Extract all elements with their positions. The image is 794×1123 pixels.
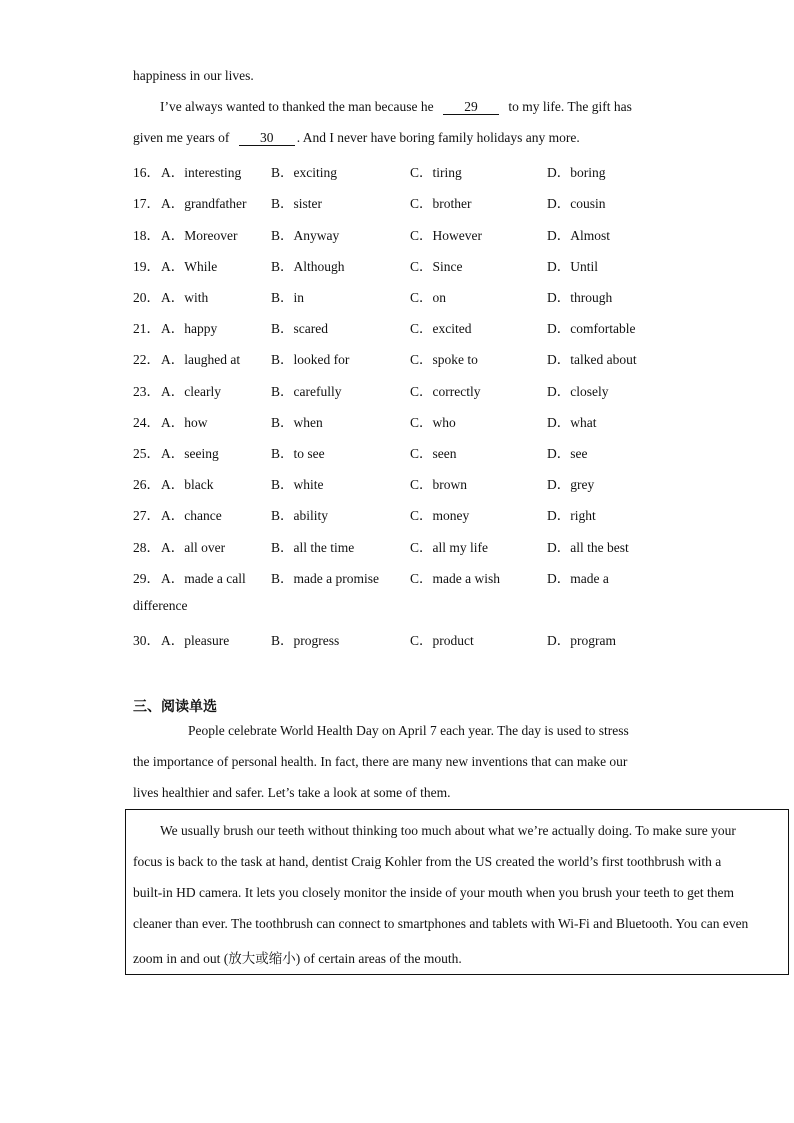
reading-box <box>125 809 789 975</box>
option-a: A．seeing <box>161 446 219 461</box>
option-b: B．scared <box>271 321 328 336</box>
blank-30: 30 <box>239 130 295 146</box>
option-a: A．While <box>161 259 218 274</box>
option-c: C．all my life <box>410 540 488 555</box>
option-d: D．grey <box>547 477 595 492</box>
question-row <box>133 567 693 587</box>
question-number: 28． <box>133 540 160 555</box>
question-row <box>133 473 693 493</box>
question-number: 30． <box>133 633 160 648</box>
question-number: 21． <box>133 321 160 336</box>
option-c: C．Since <box>410 259 463 274</box>
option-a: A．made a call <box>161 571 246 586</box>
option-b: B．white <box>271 477 324 492</box>
option-b: B．all the time <box>271 540 355 555</box>
question-29-wrap: difference <box>133 598 188 613</box>
box-line-4: cleaner than ever. The toothbrush can connect to smartphones and tablets with Wi-Fi and Bluetooth. You can even <box>133 916 749 931</box>
option-d: D．closely <box>547 384 609 399</box>
question-row <box>133 192 693 212</box>
option-a: A．interesting <box>161 165 242 180</box>
option-c: C．tiring <box>410 165 462 180</box>
box-line-5: zoom in and out (放大或缩小) of certain areas of the mouth. <box>133 951 462 966</box>
question-row <box>133 224 693 244</box>
option-c: C．excited <box>410 321 472 336</box>
question-number: 17． <box>133 196 160 211</box>
option-c: C．seen <box>410 446 457 461</box>
option-a: A．pleasure <box>161 633 230 648</box>
option-a: A．chance <box>161 508 222 523</box>
option-b: B．in <box>271 290 305 305</box>
passage-line-2: the importance of personal health. In fact, there are many new inventions that can make our <box>133 754 628 769</box>
option-b: B．Anyway <box>271 228 340 243</box>
question-row <box>133 380 693 400</box>
box-line-1: We usually brush our teeth without thinking too much about what we’re actually doing. To make sure your <box>160 823 736 838</box>
option-d: D．program <box>547 633 616 648</box>
option-c: C．correctly <box>410 384 481 399</box>
blank-29: 29 <box>443 99 499 115</box>
question-row <box>133 317 693 337</box>
option-c: C．spoke to <box>410 352 478 367</box>
option-c: C．money <box>410 508 470 523</box>
option-b: B．when <box>271 415 323 430</box>
option-d: D．through <box>547 290 613 305</box>
question-row <box>133 629 693 649</box>
intro-line-3-text: given me years of <box>133 130 230 145</box>
option-c: C．brother <box>410 196 472 211</box>
question-number: 25． <box>133 446 160 461</box>
option-d: D．Until <box>547 259 599 274</box>
question-row <box>133 255 693 275</box>
passage-line-1: People celebrate World Health Day on April 7 each year. The day is used to stress <box>188 723 629 738</box>
intro-line-2-tail: to my life. The gift has <box>508 99 632 114</box>
option-d: D．cousin <box>547 196 606 211</box>
option-c: C．who <box>410 415 456 430</box>
box-line-3: built-in HD camera. It lets you closely monitor the inside of your mouth when you brush your teeth to get them <box>133 885 735 900</box>
option-a: A．clearly <box>161 384 221 399</box>
question-row <box>133 348 693 368</box>
option-d: D．talked about <box>547 352 637 367</box>
option-b: B．sister <box>271 196 323 211</box>
question-number: 19． <box>133 259 160 274</box>
option-a: A．laughed at <box>161 352 241 367</box>
option-a: A．happy <box>161 321 218 336</box>
box-line-2: focus is back to the task at hand, dentist Craig Kohler from the US created the world’s first toothbrush with a <box>133 854 722 869</box>
option-c: C．made a wish <box>410 571 500 586</box>
question-number: 16． <box>133 165 160 180</box>
intro-line-2 <box>160 99 632 115</box>
option-b: B．exciting <box>271 165 337 180</box>
option-c: C．on <box>410 290 447 305</box>
option-a: A．grandfather <box>161 196 247 211</box>
option-a: A．all over <box>161 540 226 555</box>
question-row <box>133 536 693 556</box>
option-a: A．Moreover <box>161 228 238 243</box>
question-number: 18． <box>133 228 160 243</box>
option-c: C．product <box>410 633 474 648</box>
question-row <box>133 161 693 181</box>
option-a: A．black <box>161 477 214 492</box>
question-number: 20． <box>133 290 160 305</box>
option-a: A．how <box>161 415 208 430</box>
intro-line-1: happiness in our lives. <box>133 68 254 83</box>
option-d: D．Almost <box>547 228 611 243</box>
question-number: 29． <box>133 571 160 586</box>
option-b: B．Although <box>271 259 345 274</box>
question-number: 27． <box>133 508 160 523</box>
question-number: 26． <box>133 477 160 492</box>
passage-line-3: lives healthier and safer. Let’s take a look at some of them. <box>133 785 451 800</box>
option-d: D．all the best <box>547 540 629 555</box>
option-a: A．with <box>161 290 209 305</box>
option-c: C．brown <box>410 477 467 492</box>
question-number: 24． <box>133 415 160 430</box>
option-c: C．However <box>410 228 482 243</box>
option-d: D．what <box>547 415 597 430</box>
question-row <box>133 504 693 524</box>
option-d: D．see <box>547 446 588 461</box>
option-b: B．to see <box>271 446 325 461</box>
section-title: 三、阅读单选 <box>133 699 217 715</box>
intro-line-3-tail: . And I never have boring family holidays any more. <box>296 130 580 145</box>
intro-line-3 <box>133 130 580 146</box>
question-number: 22． <box>133 352 160 367</box>
option-d: D．boring <box>547 165 606 180</box>
option-b: B．progress <box>271 633 340 648</box>
option-b: B．looked for <box>271 352 350 367</box>
question-row <box>133 286 693 306</box>
option-b: B．carefully <box>271 384 342 399</box>
option-d: D．right <box>547 508 596 523</box>
option-b: B．made a promise <box>271 571 379 586</box>
option-d: D．made a <box>547 571 609 586</box>
question-number: 23． <box>133 384 160 399</box>
intro-line-2-text: I’ve always wanted to thanked the man because he <box>160 99 434 114</box>
option-d: D．comfortable <box>547 321 636 336</box>
question-row <box>133 442 693 462</box>
option-b: B．ability <box>271 508 328 523</box>
question-row <box>133 411 693 431</box>
